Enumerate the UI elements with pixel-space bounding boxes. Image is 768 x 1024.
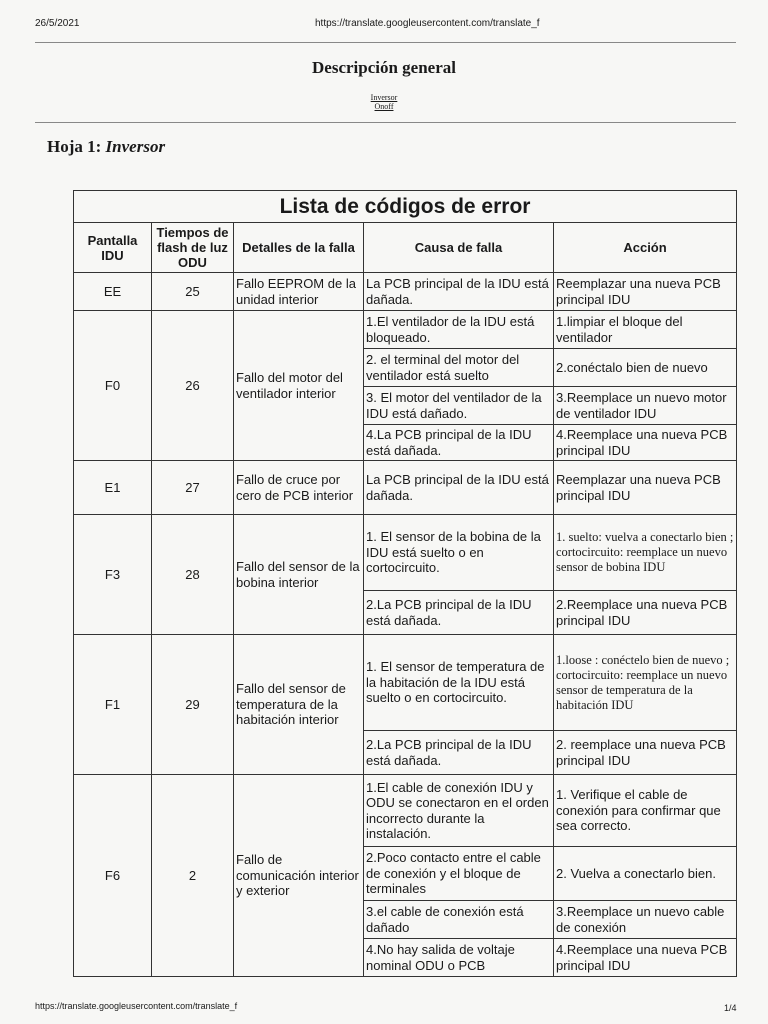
idu-code: F0 — [74, 311, 152, 461]
fault-detail: Fallo EEPROM de la unidad interior — [234, 273, 364, 311]
fault-cause: 1. El sensor de la bobina de la IDU está suelto o en cortocircuito. — [364, 515, 554, 591]
table-row — [74, 273, 737, 311]
fault-detail: Fallo del sensor de la bobina interior — [234, 515, 364, 635]
idu-code: F3 — [74, 515, 152, 635]
odu-flashes: 27 — [152, 461, 234, 515]
fault-detail: Fallo del motor del ventilador interior — [234, 311, 364, 461]
fault-action: 1.limpiar el bloque del ventilador — [554, 311, 737, 349]
sheet-name: Inversor — [105, 137, 166, 156]
fault-action: 3.Reemplace un nuevo cable de conexión — [554, 901, 737, 939]
fault-cause: 4.No hay salida de voltaje nominal ODU o PCB — [364, 939, 554, 977]
table-row — [74, 775, 737, 847]
odu-flashes: 29 — [152, 635, 234, 775]
fault-cause: 1.El cable de conexión IDU y ODU se conectaron en el orden incorrecto durante la instalación. — [364, 775, 554, 847]
idu-code: EE — [74, 273, 152, 311]
sheet-links — [0, 93, 768, 111]
page-number: 1/4 — [724, 1003, 737, 1013]
section-divider — [35, 122, 736, 123]
table-row — [74, 515, 737, 591]
fault-action: 1.loose : conéctelo bien de nuevo ; cortocircuito: reemplace un nuevo sensor de temperatura de la habitación IDU — [554, 635, 737, 731]
fault-cause: La PCB principal de la IDU está dañada. — [364, 461, 554, 515]
fault-action: 3.Reemplace un nuevo motor de ventilador IDU — [554, 387, 737, 425]
print-date: 26/5/2021 — [35, 18, 80, 29]
fault-action: 2.conéctalo bien de nuevo — [554, 349, 737, 387]
fault-action: 1. suelto: vuelva a conectarlo bien ; cortocircuito: reemplace un nuevo sensor de bobina IDU — [554, 515, 737, 591]
table-title: Lista de códigos de error — [74, 191, 737, 223]
fault-cause: 3.el cable de conexión está dañado — [364, 901, 554, 939]
odu-flashes: 28 — [152, 515, 234, 635]
link-onoff[interactable]: Onoff — [374, 102, 394, 111]
fault-cause: 3. El motor del ventilador de la IDU está dañado. — [364, 387, 554, 425]
top-divider — [35, 42, 736, 43]
print-url: https://translate.googleusercontent.com/translate_f — [315, 18, 540, 29]
odu-flashes: 2 — [152, 775, 234, 977]
idu-code: F1 — [74, 635, 152, 775]
fault-cause: 1. El sensor de temperatura de la habitación de la IDU está suelto o en cortocircuito. — [364, 635, 554, 731]
odu-flashes: 25 — [152, 273, 234, 311]
sheet-prefix: Hoja 1: — [47, 137, 102, 156]
fault-detail: Fallo del sensor de temperatura de la habitación interior — [234, 635, 364, 775]
odu-flashes: 26 — [152, 311, 234, 461]
sheet-heading — [47, 137, 165, 157]
idu-code: E1 — [74, 461, 152, 515]
idu-code: F6 — [74, 775, 152, 977]
fault-detail: Fallo de cruce por cero de PCB interior — [234, 461, 364, 515]
fault-cause: 2.La PCB principal de la IDU está dañada. — [364, 591, 554, 635]
fault-action: Reemplazar una nueva PCB principal IDU — [554, 461, 737, 515]
fault-detail: Fallo de comunicación interior y exterior — [234, 775, 364, 977]
fault-cause: La PCB principal de la IDU está dañada. — [364, 273, 554, 311]
fault-action: 1. Verifique el cable de conexión para confirmar que sea correcto. — [554, 775, 737, 847]
fault-cause: 1.El ventilador de la IDU está bloqueado. — [364, 311, 554, 349]
fault-cause: 2.Poco contacto entre el cable de conexión y el bloque de terminales — [364, 847, 554, 901]
header-causa: Causa de falla — [364, 223, 554, 273]
fault-action: 4.Reemplace una nueva PCB principal IDU — [554, 939, 737, 977]
header-tiempos: Tiempos de flash de luz ODU — [152, 223, 234, 273]
link-inversor[interactable]: Inversor — [370, 93, 398, 102]
footer-url: https://translate.googleusercontent.com/translate_f — [35, 1001, 238, 1011]
page-title: Descripción general — [312, 58, 456, 77]
header-detalles: Detalles de la falla — [234, 223, 364, 273]
table-row — [74, 461, 737, 515]
fault-action: 2. Vuelva a conectarlo bien. — [554, 847, 737, 901]
fault-action: 2.Reemplace una nueva PCB principal IDU — [554, 591, 737, 635]
fault-action: 4.Reemplace una nueva PCB principal IDU — [554, 425, 737, 461]
table-row — [74, 635, 737, 731]
fault-action: 2. reemplace una nueva PCB principal IDU — [554, 731, 737, 775]
fault-action: Reemplazar una nueva PCB principal IDU — [554, 273, 737, 311]
header-accion: Acción — [554, 223, 737, 273]
table-row — [74, 311, 737, 349]
fault-cause: 2. el terminal del motor del ventilador está suelto — [364, 349, 554, 387]
error-code-table — [73, 190, 737, 977]
fault-cause: 4.La PCB principal de la IDU está dañada. — [364, 425, 554, 461]
header-pantalla: Pantalla IDU — [74, 223, 152, 273]
fault-cause: 2.La PCB principal de la IDU está dañada. — [364, 731, 554, 775]
